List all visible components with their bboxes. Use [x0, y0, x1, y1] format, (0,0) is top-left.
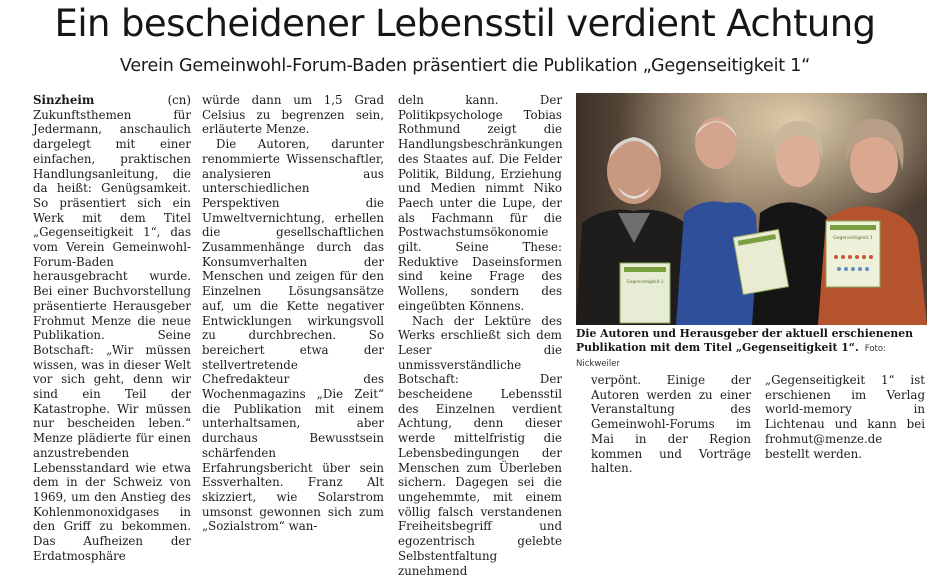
article-headline: Ein bescheidener Lebensstil verdient Achtung	[54, 2, 876, 45]
article-photo	[576, 93, 927, 325]
article-subhead: Verein Gemeinwohl-Forum-Baden präsentiert die Publikation „Gegenseitigkeit 1“	[119, 56, 811, 76]
photo-caption	[576, 327, 927, 372]
paragraph: Nach der Lektüre des Werks erschließt sich dem Leser die unmissverständliche Botschaft: Der bescheidene Lebensstil des Einzelnen verdient Achtung, denn dieser werde mittelfristig die Lebensbedingungen der Menschen zum Überleben sichern. Dagegen sei die ungehemmte, mit einem völlig falsch verstandenen Freiheitsbegriff und egozentrisch gelebte Selbstentfaltung zunehmend	[398, 313, 562, 578]
paragraph: deln kann. Der Politikpsychologe Tobias Rothmund zeigt die Handlungsbeschränkungen des Staates auf. Die Felder Politik, Bildung, Erziehung und Medien nimmt Niko Paech unter die Lupe, der als Fachmann für die Postwachstumsökonomie gilt. Seine These: Reduktive Daseinsformen sind keine Frage des Wollens, sondern des eingeübten Könnens.	[398, 93, 563, 313]
text-column-2	[202, 93, 384, 534]
paragraph: „Gegenseitigkeit 1“ ist erschienen im Verlag world-memory in Lichtenau und kann bei frohmut@menze.de bestellt werden.	[765, 373, 925, 461]
dateline-place: Sinzheim	[33, 93, 95, 107]
book-title-label: Gegenseitigkeit 1	[626, 279, 664, 284]
book-1	[620, 263, 670, 323]
group-photo-illustration	[576, 93, 927, 325]
book-2	[733, 229, 788, 294]
book-title-label: Gegenseitigkeit 1	[833, 236, 873, 241]
photo-credit: Foto: Nickweiler	[576, 343, 886, 369]
lead-text: (cn) Zukunftsthemen für Jedermann, anschaulich dargelegt mit einer einfachen, praktischen Handlungsanleitung, die da heißt: Genügsamkeit. So präsentiert sich ein Werk mit dem Titel „Gegenseitigkeit 1“, das vom Verein Gemeinwohl-Forum-Baden herausgebracht wurde. Bei einer Buchvorstellung präsentierte Herausgeber Frohmut Menze die neue Publikation. Seine Botschaft: „Wir müssen wissen, was in dieser Welt vor sich geht, denn wir sind ein Teil der Katastrophe. Wir müssen nur bescheiden leben.“ Menze plädierte für einen anzustrebenden Lebensstandard wie etwa dem in der Schweiz von 1969, um den Anstieg des Kohlenmonoxidgases in den Griff zu bekommen. Das Aufheizen der Erdatmosphäre	[33, 93, 191, 563]
caption-text: Die Autoren und Herausgeber der aktuell erschienenen Publikation mit dem Titel „Gegenseitigkeit 1“.	[576, 327, 913, 354]
book-3	[826, 221, 880, 287]
text-column-5	[765, 373, 925, 463]
paragraph: verpönt. Einige der Autoren werden zu einer Veranstaltung des Gemeinwohl-Forums im Mai in der Region kommen und Vorträge halten.	[591, 373, 751, 476]
text-column-3	[398, 93, 563, 578]
text-column-4	[591, 373, 751, 476]
paragraph	[33, 93, 191, 564]
paragraph: würde dann um 1,5 Grad Celsius zu begrenzen sein, erläuterte Menze.	[202, 93, 384, 137]
paragraph: Die Autoren, darunter renommierte Wissenschaftler, analysieren aus unterschiedlichen Perspektiven die Umweltvernichtung, erhellen die gesellschaftlichen Zusammenhänge durch das Konsumverhalten der Menschen und zeigen für den Einzelnen Lösungsansätze auf, um die Kette negativer Entwicklungen wirkungsvoll zu durchbrechen. So bereichert etwa der stellvertretende Chefredakteur des Wochenmagazins „Die Zeit“ die Publikation mit einem unterhaltsamen, aber durchaus Bewusstsein schärfenden Erfahrungsbericht über sein Essverhalten. Franz Alt skizziert, wie Solarstrom umsonst gewonnen sich zum „Sozialstrom“ wan-	[202, 137, 384, 534]
text-column-1	[33, 93, 191, 563]
